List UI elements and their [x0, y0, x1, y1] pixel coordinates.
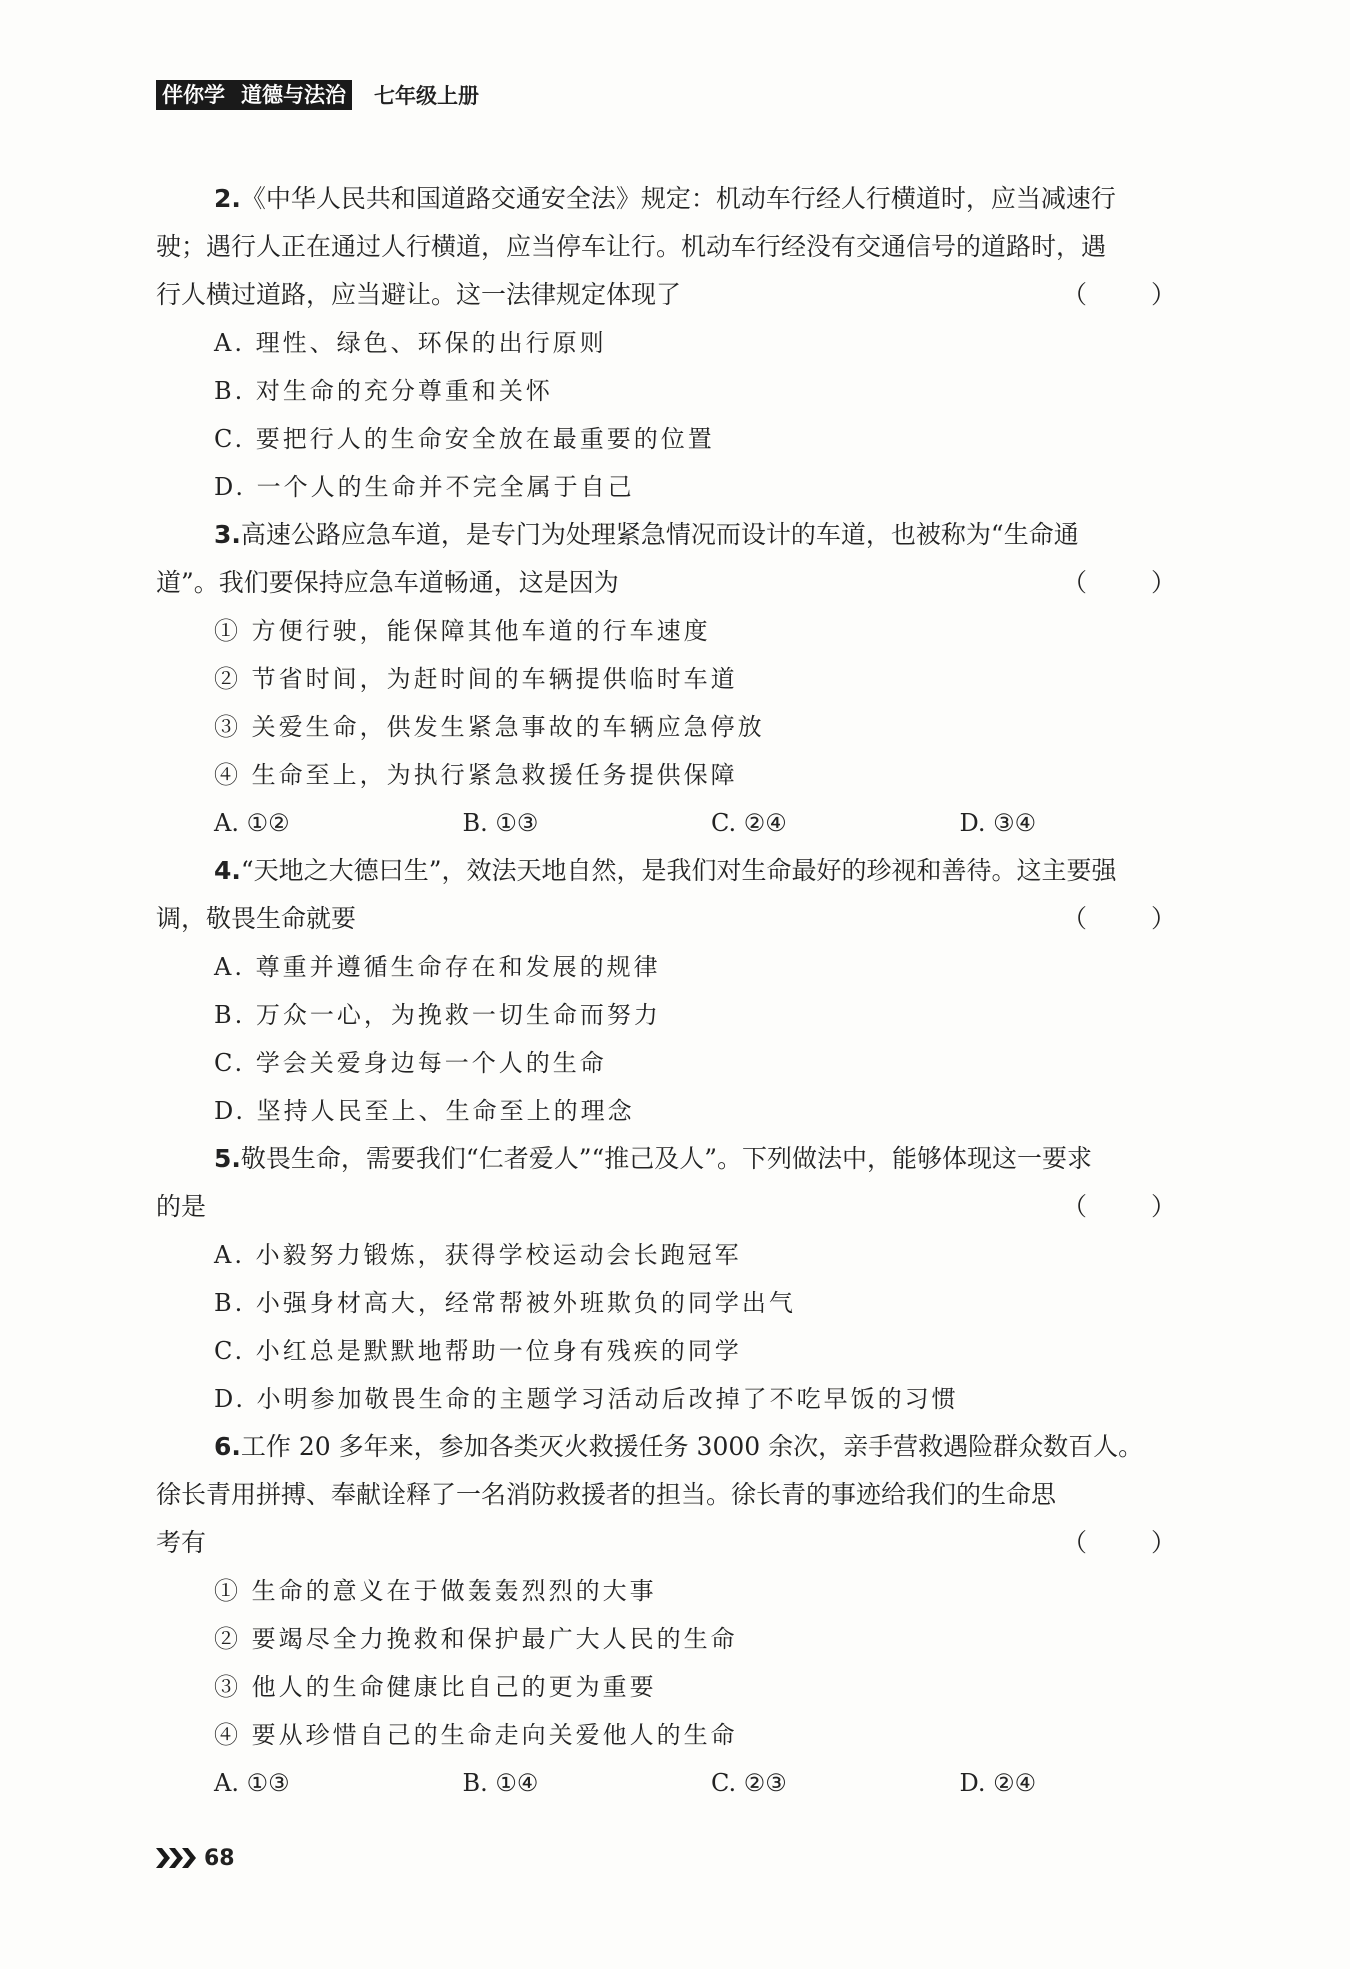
- question-number: 6.: [214, 1432, 241, 1461]
- option-d: D. 坚持人民至上、生命至上的理念: [214, 1097, 635, 1125]
- answer-blank[interactable]: （ ）: [1062, 568, 1204, 597]
- question-line: [156, 511, 1208, 559]
- question-text: 考有: [156, 1528, 207, 1557]
- option-a: A. 理性、绿色、环保的出行原则: [214, 329, 607, 357]
- header-series-box: [156, 80, 352, 110]
- question-line: [156, 847, 1208, 895]
- statement-2: ② 要竭尽全力挽救和保护最广大人民的生命: [214, 1625, 738, 1653]
- question-text: 工作 20 多年来，参加各类灭火救援任务 3000 余次，亲手营救遇险群众数百人。: [240, 1432, 1144, 1461]
- chevron-triple-icon: [156, 1846, 198, 1870]
- answer-blank[interactable]: （ ）: [1062, 1528, 1204, 1557]
- question-number: 3.: [214, 520, 241, 549]
- page-footer: [156, 1842, 235, 1874]
- option-b: B. 小强身材高大，经常帮被外班欺负的同学出气: [214, 1289, 796, 1317]
- question-text: 驶；遇行人正在通过人行横道，应当停车让行。机动车行经没有交通信号的道路时，遇: [156, 232, 1107, 261]
- option-b: B. 对生命的充分尊重和关怀: [214, 377, 553, 405]
- statement-2: ② 节省时间，为赶时间的车辆提供临时车道: [214, 665, 738, 693]
- answer-a: A. ①③: [214, 1769, 290, 1797]
- question-line: [156, 175, 1208, 223]
- question-line: [156, 1519, 1208, 1567]
- question-line: [156, 1423, 1208, 1471]
- answer-b: B. ①④: [462, 1769, 539, 1797]
- question-list: [156, 175, 1208, 1807]
- answer-d: D. ②④: [959, 1769, 1037, 1797]
- answer-d: D. ③④: [959, 809, 1037, 837]
- question-line: [156, 223, 1208, 271]
- question-2: [156, 175, 1208, 511]
- statement-1: ① 生命的意义在于做轰轰烈烈的大事: [214, 1577, 657, 1605]
- question-text: 徐长青用拼搏、奉献诠释了一名消防救援者的担当。徐长青的事迹给我们的生命思: [156, 1480, 1057, 1509]
- question-text: 《中华人民共和国道路交通安全法》规定：机动车行经人行横道时，应当减速行: [240, 184, 1116, 213]
- question-4: [156, 847, 1208, 1135]
- question-line: [156, 895, 1208, 943]
- answer-c: C. ②③: [711, 1769, 787, 1797]
- answer-choices: [156, 1759, 1208, 1807]
- statement-1: ① 方便行驶，能保障其他车道的行车速度: [214, 617, 711, 645]
- question-line: [156, 271, 1208, 319]
- header-series: 伴你学: [162, 83, 225, 107]
- question-number: 2.: [214, 184, 241, 213]
- header-grade: 七年级上册: [374, 83, 479, 108]
- question-line: [156, 1135, 1208, 1183]
- question-number: 4.: [214, 856, 241, 885]
- question-text: 的是: [156, 1192, 207, 1221]
- question-text: “天地之大德曰生”，效法天地自然，是我们对生命最好的珍视和善待。这主要强: [240, 856, 1117, 885]
- page-number: 68: [204, 1845, 235, 1871]
- option-b: B. 万众一心，为挽救一切生命而努力: [214, 1001, 661, 1029]
- question-line: [156, 559, 1208, 607]
- statement-3: ③ 关爱生命，供发生紧急事故的车辆应急停放: [214, 713, 765, 741]
- answer-b: B. ①③: [462, 809, 539, 837]
- answer-c: C. ②④: [711, 809, 787, 837]
- question-line: [156, 1183, 1208, 1231]
- answer-blank[interactable]: （ ）: [1062, 1192, 1204, 1221]
- option-c: C. 小红总是默默地帮助一位身有残疾的同学: [214, 1337, 742, 1365]
- question-6: [156, 1423, 1208, 1807]
- option-c: C. 要把行人的生命安全放在最重要的位置: [214, 425, 715, 453]
- question-3: [156, 511, 1208, 847]
- question-line: [156, 1471, 1208, 1519]
- header-subject: 道德与法治: [241, 83, 346, 107]
- option-d: D. 小明参加敬畏生命的主题学习活动后改掉了不吃早饭的习惯: [214, 1385, 959, 1413]
- statement-4: ④ 要从珍惜自己的生命走向关爱他人的生命: [214, 1721, 738, 1749]
- option-a: A. 尊重并遵循生命存在和发展的规律: [214, 953, 661, 981]
- statement-4: ④ 生命至上，为执行紧急救援任务提供保障: [214, 761, 738, 789]
- answer-a: A. ①②: [214, 809, 290, 837]
- option-d: D. 一个人的生命并不完全属于自己: [214, 473, 635, 501]
- question-text: 敬畏生命，需要我们“仁者爱人”“推己及人”。下列做法中，能够体现这一要求: [240, 1144, 1093, 1173]
- option-a: A. 小毅努力锻炼，获得学校运动会长跑冠军: [214, 1241, 742, 1269]
- option-c: C. 学会关爱身边每一个人的生命: [214, 1049, 607, 1077]
- question-text: 道”。我们要保持应急车道畅通，这是因为: [156, 568, 619, 597]
- question-text: 高速公路应急车道，是专门为处理紧急情况而设计的车道，也被称为“生命通: [240, 520, 1079, 549]
- question-text: 调，敬畏生命就要: [156, 904, 357, 933]
- question-number: 5.: [214, 1144, 241, 1173]
- statement-3: ③ 他人的生命健康比自己的更为重要: [214, 1673, 657, 1701]
- question-5: [156, 1135, 1208, 1423]
- page-header: [156, 80, 479, 110]
- answer-choices: [156, 799, 1208, 847]
- question-text: 行人横过道路，应当避让。这一法律规定体现了: [156, 280, 682, 309]
- answer-blank[interactable]: （ ）: [1062, 280, 1204, 309]
- answer-blank[interactable]: （ ）: [1062, 904, 1204, 933]
